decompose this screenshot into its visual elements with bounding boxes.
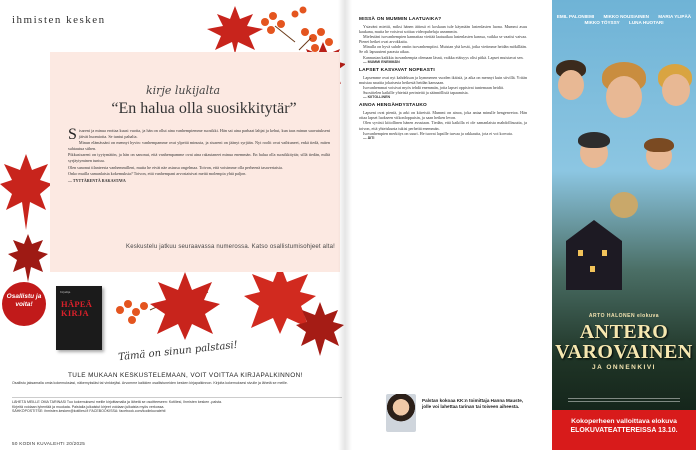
ad-banner-line: Kokoperheen valloittava elokuva (571, 418, 677, 425)
credit-line (568, 398, 680, 399)
dropcap: S (68, 126, 77, 143)
letter-block (359, 17, 527, 65)
letter-paragraph (68, 126, 330, 143)
poster-art (552, 42, 696, 222)
letter-text: Isovanhempien merkitys on suuri. He tuovat lapsille turvaa ja rakkautta, jota ei voi korvata. (363, 130, 513, 136)
letters-column (345, 0, 535, 450)
letter-text: Kannustan kaikkia isovanhempia olemaan läsnä, vaikka etäisyys olisi pitkä. Lapset muistavat sen. (363, 54, 524, 60)
book-author: Kirjailija (60, 290, 71, 294)
movie-ad (552, 0, 696, 450)
cast-name: MARIA YLIPÄÄ (658, 14, 692, 19)
letter-heading: AINOA HENGÄHDYSTAUKO (359, 103, 427, 109)
letter-signature: — KIITOLLINEN (363, 95, 391, 100)
letter-block (359, 68, 527, 100)
footer-line: SÄHKÖPOSTITSE: ihmisten.kesken@kotiliesi.fi FACEBOOKISSA: facebook.com/kodinkuvalehti (12, 409, 166, 414)
ad-banner (552, 410, 696, 450)
character-face (558, 70, 584, 100)
letter-text: Mielestäni isovanhempien kannattaa viettää laatuaikaa lastenlasten kanssa, vaikka se vaatisi vaivaa. Pienet hetket ovat arvokkaita. (359, 34, 527, 45)
letter-block (359, 103, 527, 141)
haunted-house (566, 220, 622, 290)
ad-title: ANTERO VAROVAINEN (555, 321, 693, 363)
letter-text: Isovanhemmat voisivat myös tehdä enemmän, jotta lapset oppisivat tuntemaan heidät. (363, 84, 504, 90)
promo-title: TULE MUKAAN KESKUSTELEMAAN, VOIT VOITTAA KIRJAPALKINNON! (68, 372, 303, 379)
letter-paragraph-text: isareni ja minua erottaa kuusi vuotta, ja hän on ollut aina vanhempiemme suosikki. Hän sai aina parhaat lahjat ja kehut, kun taas minun saavutukseni jäivät huomiotta. Se tuntui pahalta. (78, 128, 330, 139)
letter-body (68, 128, 330, 184)
letter-signature: — TYTTÄRENTÄ RAKASTAVA (68, 177, 126, 183)
letter-text: Lapsemme ovat nyt kahdeksan ja kymmenen vuoden ikäisiä, ja aika on mennyt kuin siivillä. Yritän muistaa nauttia jokaisesta hetkestä heidän kanssaan. (359, 74, 527, 85)
participate-badge: Osallistu ja voita! (2, 282, 46, 326)
character-face (662, 74, 690, 106)
letter-signature: — ÄITI (363, 135, 375, 140)
ad-credits (552, 396, 696, 408)
character-hair (578, 132, 610, 148)
footer-info (12, 397, 342, 414)
page-number: 50 KODIN KUVALEHTI 20/2025 (12, 441, 86, 446)
ad-director: ARTO HALONEN elokuva (588, 313, 660, 319)
letter-signature: — MUMMI ENEMMÄN (363, 59, 400, 64)
maple-leaf-icon (8, 232, 48, 282)
letter-heading: LAPSET KASVAVAT NOPEASTI (359, 67, 435, 73)
maple-leaf-icon (150, 270, 220, 340)
cast-name: EMIL PALONIEMI (556, 14, 595, 19)
letter-paragraph: Onko muilla samanlaisia kokemuksia? Toivon, että vanhempani arvostaisivat meitä molempia yhtä paljon. (68, 171, 247, 177)
section-title: ihmisten kesken (12, 14, 106, 26)
ad-subtitle: JA ONNENKIVI (592, 364, 656, 371)
left-page (0, 0, 345, 450)
letter-text: Minulla on hyvä suhde omiin isovanhempiini. Muistan yhä kesät, jotka vietimme heidän mökillään. Se oli lapsuuteni parasta aikaa. (359, 44, 527, 55)
house-window (578, 250, 583, 256)
ad-banner-date: ELOKUVATEATTEREISSA 13.10. (570, 427, 678, 434)
continue-note: Keskustelu jatkuu seuraavassa numerossa. Katso osallistumisohjeet alta! (126, 244, 335, 250)
footer-line: LÄHETÄ MEILLE OMA TARINASI Tuo kokemuksesi meille kirjoittamalla ja lähetä se osoitteeseen: Kotiliesi, Ihmisten kesken -palsta. (12, 400, 222, 404)
book-cover (56, 286, 102, 350)
promo-body: Osallistu jaksamalla omia kokemuksiasi, näkemyksiäsi tai vinkkejäsi. Arvomme kaikkien osallistuneiden kesken kirjapalkinnon. Kirjoita kokemuksesi sivulle ja lähetä se meille. (12, 381, 288, 385)
letter-title: “En halua olla suosikkitytär” (111, 100, 297, 117)
cast-names (552, 14, 696, 25)
maple-leaf-icon (0, 150, 52, 230)
house-window (590, 266, 595, 272)
footer-line: Kirjeitä voidaan lyhentää ja muokata. Palstalla julkaistut kirjeet voidaan julkaista myös verkossa. (12, 404, 165, 409)
house-window (602, 250, 607, 256)
cast-name: MIKKO TÖYSSY (584, 19, 620, 25)
maple-leaf-icon (296, 300, 344, 356)
book-title: HÄPEÄ KIRJA (61, 299, 93, 318)
letter-heading: MISSÄ ON MUMMIN LAATUAIKA? (359, 17, 442, 22)
handwritten-note: Tämä on sinun palstasi! (117, 339, 239, 364)
page-gutter (338, 0, 352, 450)
cast-name: LUNA HUOTARI (629, 19, 664, 25)
letter-kicker: kirje lukijalta (146, 84, 221, 97)
letter-paragraph: Pikkusisareni on tyytymätön, ja hän on sanonut, että vanhempamme ovat aina rakastaneet minua enemmän. En halua olla suosikkitytär, sillä tiedän, miltä syrjäytyminen tuntuu. (68, 152, 330, 163)
avatar (386, 394, 416, 432)
cast-name: MIKKO NOUSIAINEN (603, 14, 649, 19)
character-face (610, 192, 638, 218)
editor-contact (380, 392, 530, 436)
credit-line (568, 401, 680, 402)
letter-text: Suosittelen kaikille yhteisiä perinteitä ja säännöllisiä tapaamisia. (363, 90, 469, 96)
letter-paragraph: Olen sanonut tilanteesta vanhemmilleni, mutta he eivät näe asiassa ongelmaa. Toivon, että voisimme olla perheenä tasavertaisia. (68, 164, 283, 170)
character-hair (644, 138, 674, 152)
letter-text: Ystaväni miettii, miksi hänen äitinsä ei koskaan tule käymään lastenlasten luona. Mummi asuu kaukana, mutta he voisivat soittaa videopuheluja useammin. (359, 24, 527, 35)
character-face (606, 76, 642, 118)
contact-text: Palstan kokoaa KK:n toimittaja Hanna Mauste, jolle voi lahettaa tarinan tai toiveen aiheesta. (422, 398, 524, 409)
letter-paragraph: Minun elämässäni on mennyt hyvin: vanhempamme ovat ylpeitä minusta, ja sisareni on jäänyt syrjään. Nyt roolit ovat vaihtuneet, enkä tiedä, miten suhtautua siihen. (68, 140, 330, 151)
letter-text: Olen syvästi kiitollinen hänen avustaan. Tiedän, että kaikilla ei ole samanlaista mahdollisuutta, ja toivon, että yhteiskunta tukisi perheitä enemmän. (359, 120, 527, 131)
letter-text: Lapseni ovat pieniä, ja arki on kiireistä. Mummi on ainoa, joka antaa minulle hengenvetoa. Hän ottaa lapset luokseen viikonloppuisin, ja saan hetken levon. (359, 110, 527, 121)
